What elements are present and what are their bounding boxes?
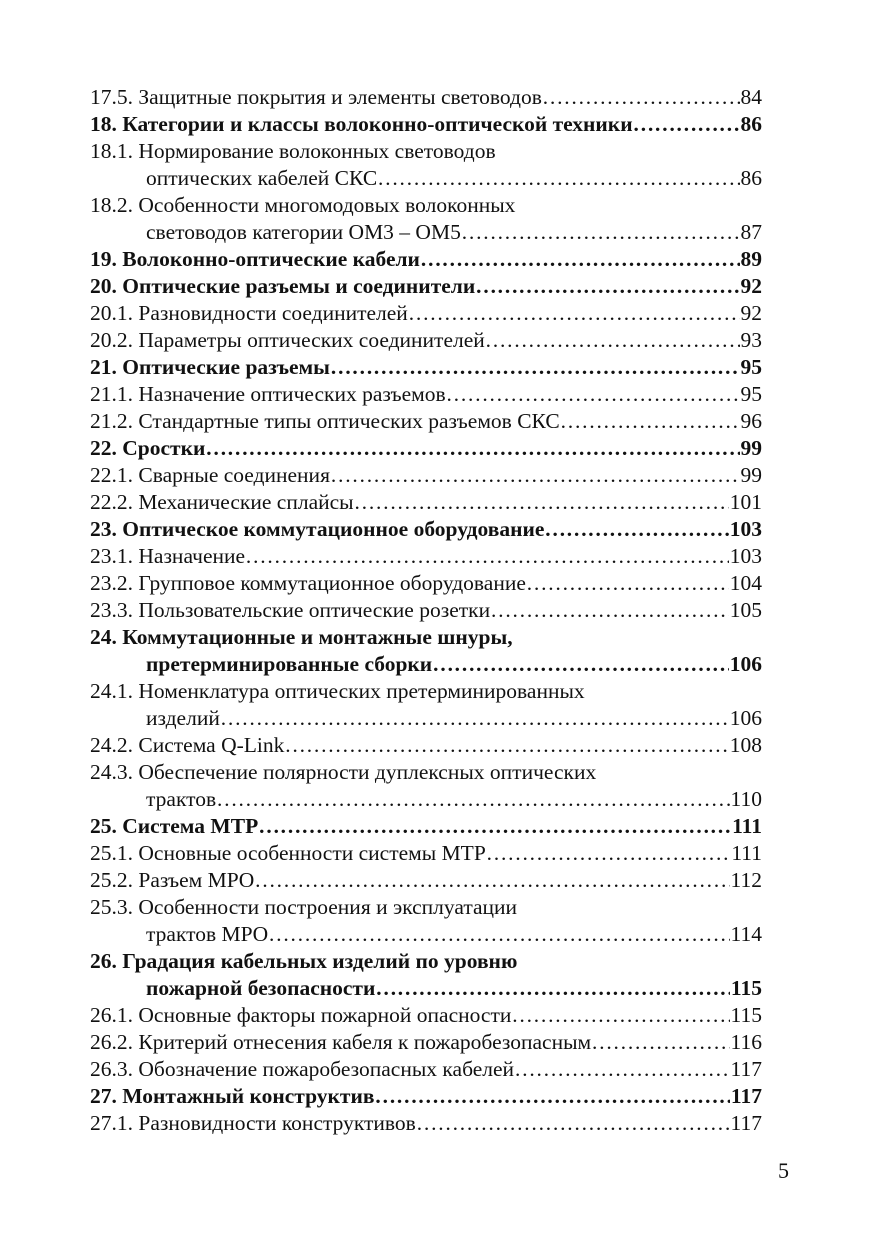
toc-entry-page: 95	[740, 382, 762, 406]
toc-entry-page: 101	[729, 490, 762, 514]
toc-entry	[90, 327, 762, 354]
table-of-contents	[90, 84, 762, 1137]
toc-entry	[90, 759, 762, 786]
dot-leader	[254, 867, 729, 894]
toc-entry-page: 114	[730, 922, 762, 946]
dot-leader	[511, 1002, 729, 1029]
dot-leader	[330, 354, 740, 381]
dot-leader	[268, 921, 729, 948]
toc-entry	[90, 678, 762, 705]
toc-entry-page: 115	[730, 1003, 762, 1027]
toc-entry-title: 23.2. Групповое коммутационное оборудование	[90, 571, 526, 595]
toc-entry	[90, 867, 762, 894]
toc-entry	[90, 138, 762, 165]
toc-entry-title: 25.1. Основные особенности системы MTP	[90, 841, 486, 865]
dot-leader	[245, 543, 729, 570]
toc-entry	[90, 300, 762, 327]
toc-entry	[90, 489, 762, 516]
toc-entry-page: 93	[740, 328, 762, 352]
toc-entry-title: трактов	[146, 787, 217, 811]
toc-entry-title: 27.1. Разновидности конструктивов	[90, 1111, 416, 1135]
toc-entry-continuation	[90, 165, 762, 192]
toc-entry-page: 99	[740, 436, 762, 460]
toc-entry	[90, 1056, 762, 1083]
toc-entry-page: 84	[740, 85, 762, 109]
dot-leader	[375, 975, 730, 1002]
toc-entry	[90, 516, 762, 543]
dot-leader	[374, 1083, 729, 1110]
toc-entry	[90, 570, 762, 597]
dot-leader	[475, 273, 739, 300]
toc-entry-page: 96	[740, 409, 762, 433]
dot-leader	[216, 786, 729, 813]
toc-entry-page: 112	[730, 868, 762, 892]
toc-entry-page: 92	[740, 301, 762, 325]
toc-entry-page: 103	[729, 517, 762, 541]
dot-leader	[490, 597, 729, 624]
toc-entry-title: 18. Категории и классы волоконно-оптической техники	[90, 112, 633, 136]
toc-entry-continuation	[90, 705, 762, 732]
toc-entry-title: 18.1. Нормирование волоконных световодов	[90, 139, 496, 163]
toc-entry-page: 103	[729, 544, 762, 568]
toc-entry	[90, 840, 762, 867]
toc-entry	[90, 273, 762, 300]
toc-entry-page: 117	[730, 1111, 762, 1135]
toc-entry-continuation	[90, 975, 762, 1002]
toc-entry-page: 111	[732, 814, 762, 838]
dot-leader	[284, 732, 728, 759]
toc-entry-title: 20.1. Разновидности соединителей	[90, 301, 408, 325]
toc-entry-continuation	[90, 651, 762, 678]
toc-entry	[90, 1083, 762, 1110]
toc-entry-title: 26.2. Критерий отнесения кабеля к пожаробезопасным	[90, 1030, 592, 1054]
dot-leader	[526, 570, 729, 597]
dot-leader	[330, 462, 740, 489]
toc-entry-page: 86	[740, 166, 762, 190]
toc-entry-page: 95	[740, 355, 762, 379]
toc-entry-title: 23. Оптическое коммутационное оборудование	[90, 517, 545, 541]
toc-entry-title: 25.2. Разъем MPO	[90, 868, 255, 892]
toc-entry-title: 24. Коммутационные и монтажные шнуры,	[90, 625, 513, 649]
toc-entry-page: 86	[740, 112, 762, 136]
toc-entry-title: 26.1. Основные факторы пожарной опасности	[90, 1003, 512, 1027]
dot-leader	[377, 165, 739, 192]
dot-leader	[485, 327, 740, 354]
toc-entry	[90, 354, 762, 381]
toc-entry-title: 23.3. Пользовательские оптические розетки	[90, 598, 491, 622]
toc-entry-title: 21. Оптические разъемы	[90, 355, 330, 379]
dot-leader	[461, 219, 740, 246]
dot-leader	[416, 1110, 730, 1137]
toc-entry	[90, 624, 762, 651]
toc-entry-page: 117	[730, 1057, 762, 1081]
toc-entry-title: 24.1. Номенклатура оптических претерминированных	[90, 679, 585, 703]
toc-entry	[90, 894, 762, 921]
toc-entry-title: световодов категории OM3 – OM5	[146, 220, 461, 244]
toc-entry-title: трактов MPO	[146, 922, 269, 946]
toc-entry	[90, 435, 762, 462]
dot-leader	[354, 489, 729, 516]
toc-entry-title: 25.3. Особенности построения и эксплуатации	[90, 895, 518, 919]
toc-entry-page: 110	[730, 787, 762, 811]
dot-leader	[542, 84, 740, 111]
toc-entry-title: претерминированные сборки	[146, 652, 433, 676]
page-number: 5	[778, 1158, 789, 1183]
toc-entry	[90, 246, 762, 273]
toc-entry-page: 117	[730, 1084, 762, 1108]
toc-entry-title: 20. Оптические разъемы и соединители	[90, 274, 476, 298]
dot-leader	[486, 840, 731, 867]
dot-leader	[258, 813, 731, 840]
dot-leader	[560, 408, 740, 435]
toc-entry-page: 115	[730, 976, 762, 1000]
toc-entry-title: 26. Градация кабельных изделий по уровню	[90, 949, 518, 973]
dot-leader	[446, 381, 740, 408]
toc-entry-title: 27. Монтажный конструктив	[90, 1084, 375, 1108]
dot-leader	[633, 111, 740, 138]
toc-entry	[90, 381, 762, 408]
toc-entry	[90, 948, 762, 975]
toc-entry	[90, 84, 762, 111]
toc-entry	[90, 111, 762, 138]
toc-entry	[90, 192, 762, 219]
toc-entry-title: 19. Волоконно-оптические кабели	[90, 247, 420, 271]
toc-entry-continuation	[90, 786, 762, 813]
toc-entry-page: 92	[740, 274, 762, 298]
dot-leader	[432, 651, 729, 678]
toc-entry-title: 17.5. Защитные покрытия и элементы световодов	[90, 85, 542, 109]
toc-entry-page: 89	[740, 247, 762, 271]
toc-entry-page: 104	[729, 571, 762, 595]
toc-entry-page: 108	[729, 733, 762, 757]
toc-entry-page: 116	[730, 1030, 762, 1054]
toc-entry	[90, 408, 762, 435]
toc-entry-title: 22.1. Сварные соединения	[90, 463, 330, 487]
dot-leader	[514, 1056, 729, 1083]
dot-leader	[420, 246, 740, 273]
toc-entry-continuation	[90, 921, 762, 948]
toc-entry-page: 111	[731, 841, 762, 865]
toc-entry-title: 25. Система MTP	[90, 814, 259, 838]
toc-entry-title: 21.2. Стандартные типы оптических разъемов СКС	[90, 409, 560, 433]
toc-entry-title: 22.2. Механические сплайсы	[90, 490, 354, 514]
toc-entry	[90, 462, 762, 489]
toc-entry-title: оптических кабелей СКС	[146, 166, 378, 190]
dot-leader	[220, 705, 729, 732]
dot-leader	[544, 516, 728, 543]
toc-entry	[90, 813, 762, 840]
dot-leader	[205, 435, 739, 462]
toc-entry	[90, 597, 762, 624]
toc-entry-page: 99	[740, 463, 762, 487]
toc-entry-page: 106	[729, 652, 762, 676]
toc-entry-title: 20.2. Параметры оптических соединителей	[90, 328, 485, 352]
toc-entry-title: изделий	[146, 706, 220, 730]
toc-entry-title: 22. Сростки	[90, 436, 206, 460]
toc-entry-page: 106	[729, 706, 762, 730]
toc-entry-page: 105	[729, 598, 762, 622]
toc-entry-continuation	[90, 219, 762, 246]
dot-leader	[408, 300, 740, 327]
dot-leader	[591, 1029, 729, 1056]
toc-entry-title: 23.1. Назначение	[90, 544, 246, 568]
toc-entry-page: 87	[740, 220, 762, 244]
toc-entry	[90, 732, 762, 759]
toc-entry-title: 21.1. Назначение оптических разъемов	[90, 382, 446, 406]
toc-entry-title: 26.3. Обозначение пожаробезопасных кабелей	[90, 1057, 515, 1081]
toc-entry	[90, 1110, 762, 1137]
toc-entry-title: 18.2. Особенности многомодовых волоконных	[90, 193, 516, 217]
toc-entry-title: пожарной безопасности	[146, 976, 376, 1000]
toc-entry	[90, 543, 762, 570]
toc-entry	[90, 1002, 762, 1029]
toc-entry-title: 24.2. Система Q-Link	[90, 733, 285, 757]
toc-entry	[90, 1029, 762, 1056]
toc-entry-title: 24.3. Обеспечение полярности дуплексных оптических	[90, 760, 597, 784]
